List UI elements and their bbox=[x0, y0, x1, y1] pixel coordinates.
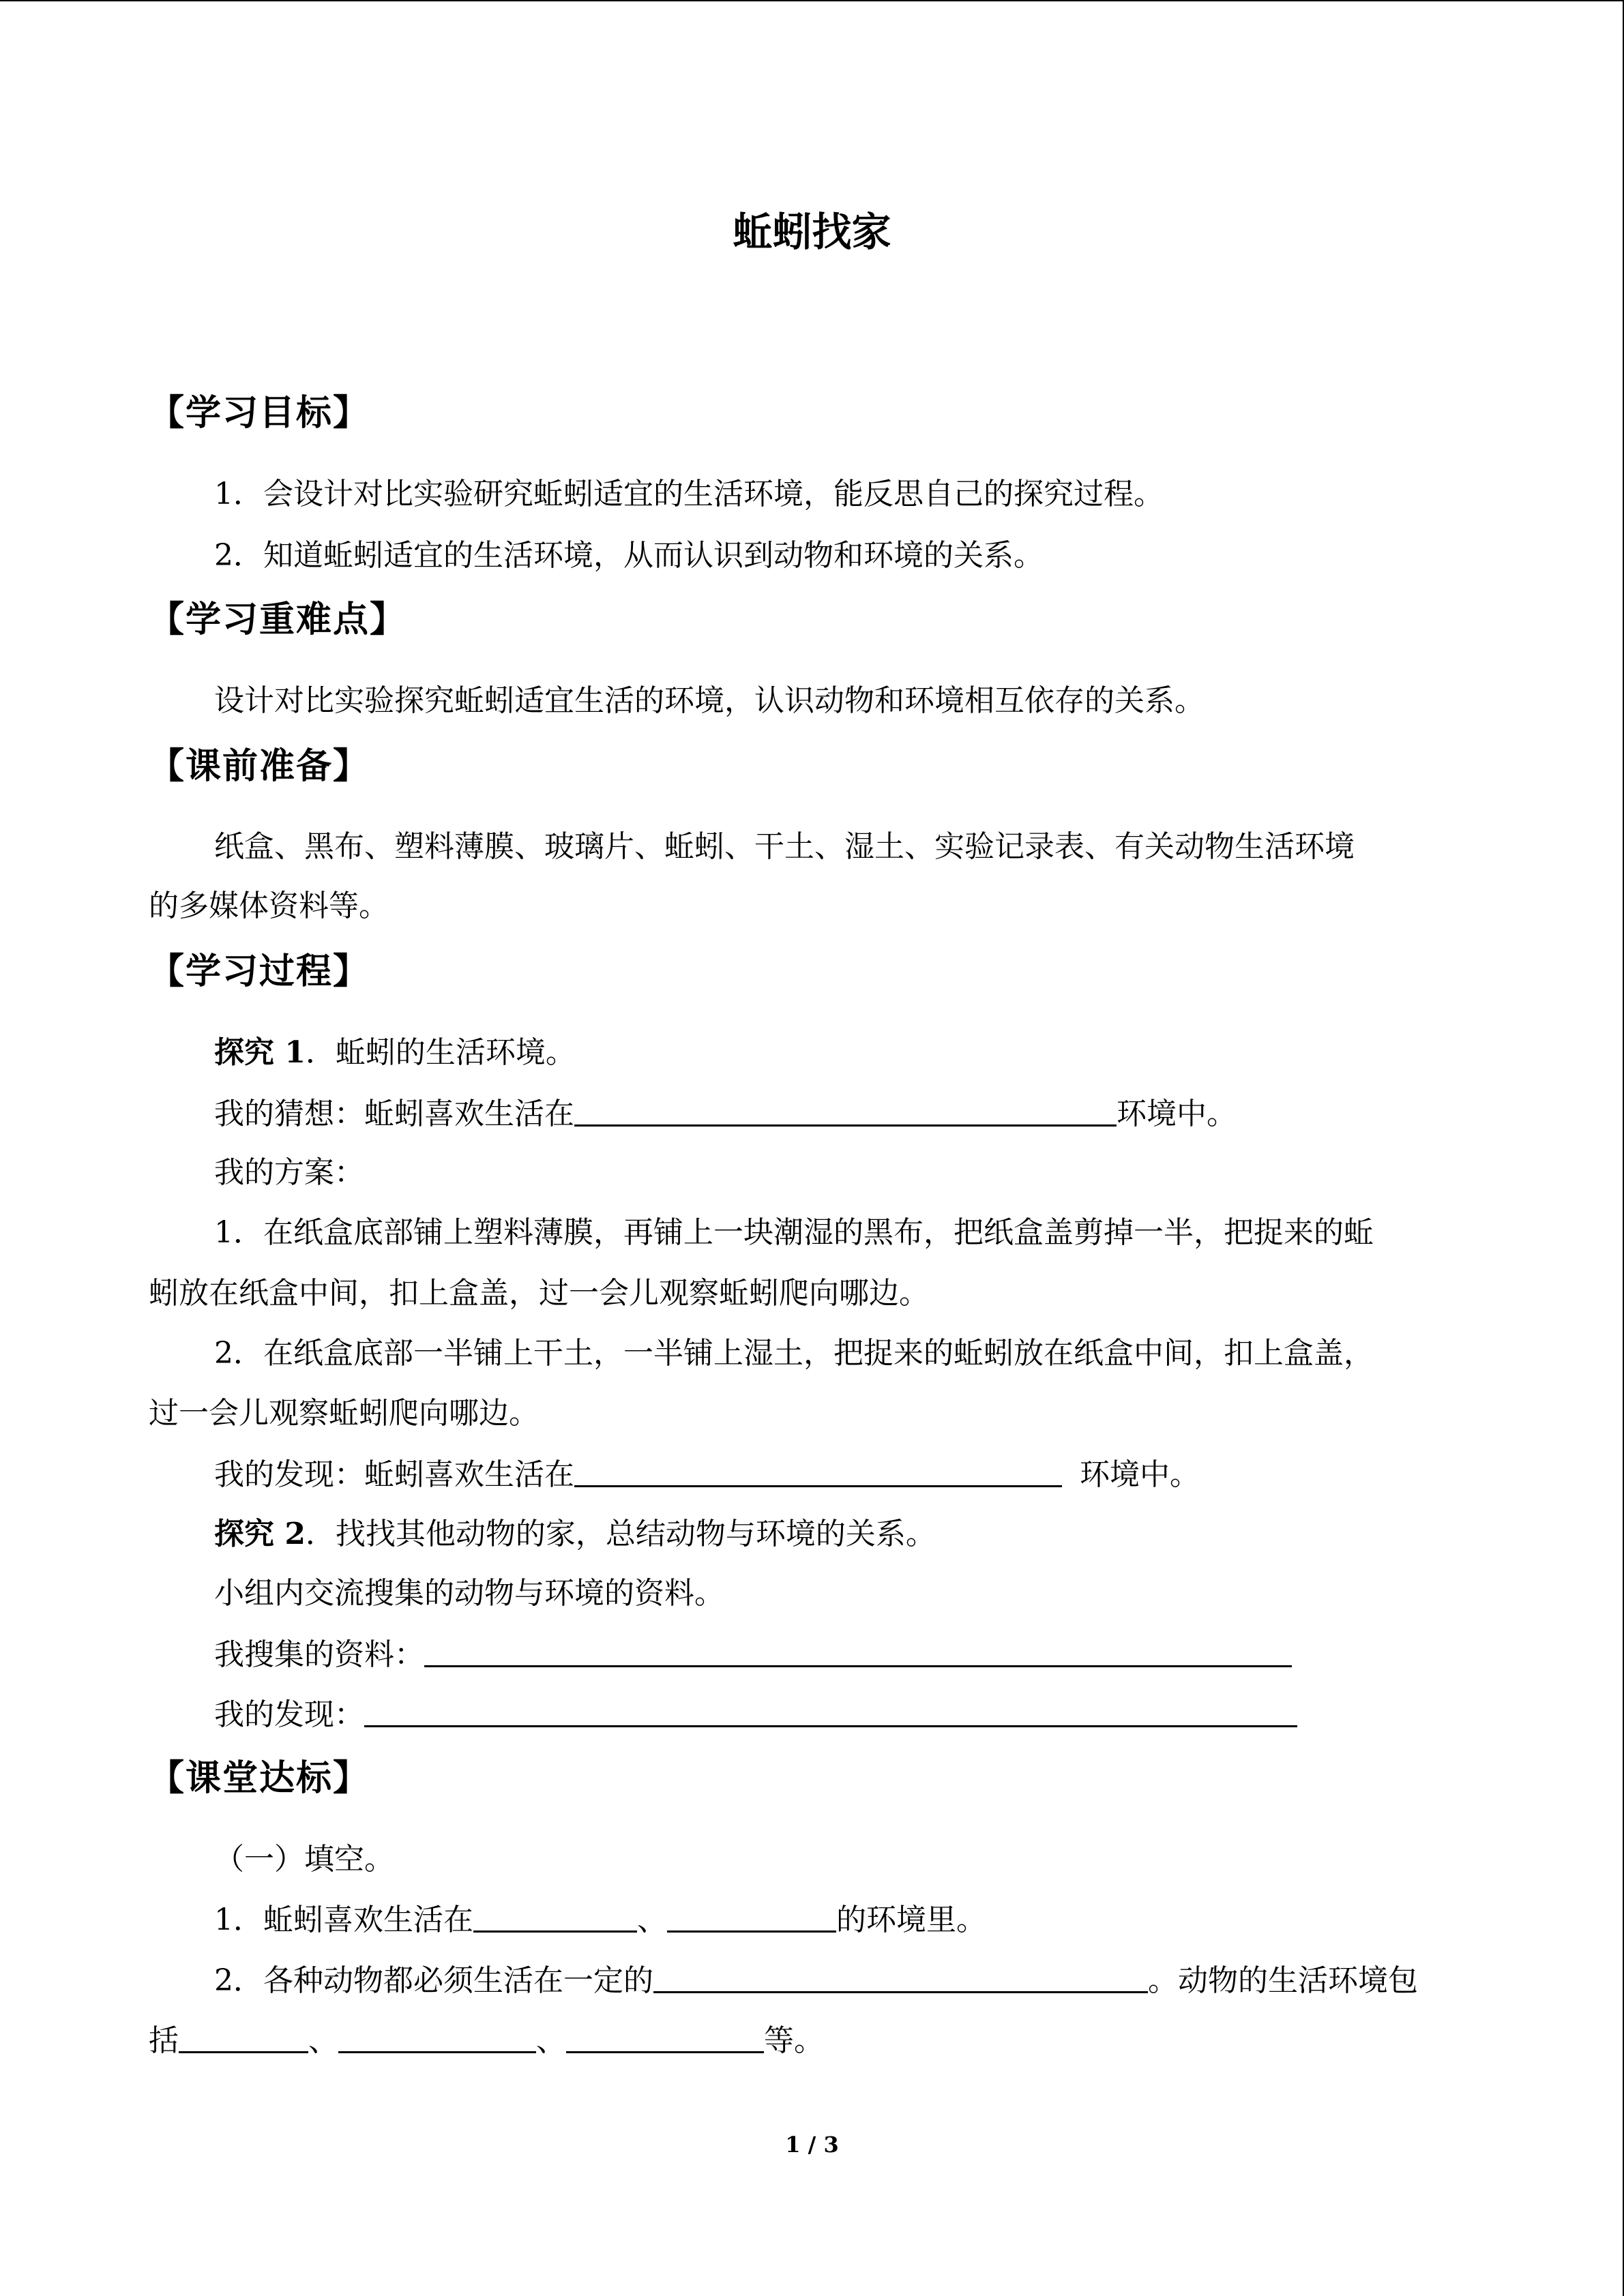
practice-part-1: （一）填空。 bbox=[214, 1842, 394, 1877]
objective-2: 2．知道蚯蚓适宜的生活环境，从而认识到动物和环境的关系。 bbox=[214, 538, 1044, 573]
key-points-text: 设计对比实验探究蚯蚓适宜生活的环境，认识动物和环境相互依存的关系。 bbox=[214, 683, 1205, 718]
finding-line bbox=[149, 1454, 1475, 1495]
heading-process: 【学习过程】 bbox=[149, 951, 370, 992]
q1-separator: 、 bbox=[637, 1903, 667, 1937]
question-2-line-1 bbox=[149, 1960, 1475, 2001]
q2-end: 等。 bbox=[764, 2023, 824, 2058]
q2-line2-prefix: 括 bbox=[149, 2023, 179, 2058]
q1-blank-1[interactable] bbox=[473, 1899, 637, 1933]
explore-2-label: 探究 2 bbox=[214, 1517, 306, 1551]
explore-1 bbox=[149, 1032, 1475, 1073]
plan-label: 我的方案： bbox=[214, 1155, 364, 1190]
finding-2-blank[interactable] bbox=[364, 1694, 1297, 1727]
finding-suffix: 环境中。 bbox=[1080, 1457, 1200, 1492]
heading-preparation: 【课前准备】 bbox=[149, 746, 370, 787]
q2-separator-2: 、 bbox=[536, 2023, 566, 2058]
q2-separator-1: 、 bbox=[308, 2023, 338, 2058]
q1-prefix: 1．蚯蚓喜欢生活在 bbox=[214, 1903, 473, 1937]
finding-2-prefix: 我的发现： bbox=[214, 1697, 364, 1732]
page-title: 蚯蚓找家 bbox=[733, 209, 891, 255]
collected-prefix: 我搜集的资料： bbox=[214, 1637, 424, 1672]
plan-1-line-2: 蚓放在纸盒中间，扣上盒盖，过一会儿观察蚯蚓爬向哪边。 bbox=[149, 1276, 929, 1311]
explore-1-text: ．蚯蚓的生活环境。 bbox=[305, 1035, 576, 1070]
collected-blank[interactable] bbox=[424, 1634, 1292, 1667]
plan-1-line-1: 1．在纸盒底部铺上塑料薄膜，再铺上一块潮湿的黑布，把纸盒盖剪掉一半，把捉来的蚯 bbox=[214, 1215, 1374, 1250]
heading-practice: 【课堂达标】 bbox=[149, 1758, 370, 1799]
page-number: 1 / 3 bbox=[785, 2132, 839, 2158]
heading-objectives: 【学习目标】 bbox=[149, 393, 370, 434]
collected-line bbox=[149, 1634, 1475, 1675]
explore-2-text: ．找找其他动物的家，总结动物与环境的关系。 bbox=[305, 1517, 936, 1551]
plan-2-line-2: 过一会儿观察蚯蚓爬向哪边。 bbox=[149, 1396, 539, 1431]
explore-2 bbox=[149, 1514, 1475, 1555]
preparation-line-1: 纸盒、黑布、塑料薄膜、玻璃片、蚯蚓、干土、湿土、实验记录表、有关动物生活环境 bbox=[214, 829, 1355, 864]
q2-blank-1[interactable] bbox=[179, 2020, 308, 2053]
guess-prefix: 我的猜想：蚯蚓喜欢生活在 bbox=[214, 1097, 574, 1131]
guess-line bbox=[149, 1093, 1475, 1135]
q1-suffix: 的环境里。 bbox=[836, 1903, 986, 1937]
guess-blank[interactable] bbox=[574, 1093, 1117, 1127]
finding-prefix: 我的发现：蚯蚓喜欢生活在 bbox=[214, 1457, 574, 1492]
q1-blank-2[interactable] bbox=[667, 1899, 836, 1933]
finding-2-line bbox=[149, 1694, 1475, 1735]
guess-suffix: 环境中。 bbox=[1117, 1097, 1237, 1131]
objective-1: 1．会设计对比实验研究蚯蚓适宜的生活环境，能反思自己的探究过程。 bbox=[214, 477, 1164, 511]
question-2-line-2 bbox=[149, 2020, 1475, 2061]
q2-blank-3[interactable] bbox=[566, 2020, 764, 2053]
heading-key-points: 【学习重难点】 bbox=[149, 599, 407, 640]
plan-2-line-1: 2．在纸盒底部一半铺上干土，一半铺上湿土，把捉来的蚯蚓放在纸盒中间，扣上盒盖， bbox=[214, 1336, 1374, 1371]
preparation-line-2: 的多媒体资料等。 bbox=[149, 889, 389, 923]
q2-suffix: 。动物的生活环境包 bbox=[1148, 1963, 1418, 1998]
explore-1-label: 探究 1 bbox=[214, 1035, 306, 1070]
q2-blank-2[interactable] bbox=[338, 2020, 536, 2053]
q2-blank-environment[interactable] bbox=[653, 1960, 1148, 1993]
group-exchange: 小组内交流搜集的动物与环境的资料。 bbox=[214, 1576, 724, 1611]
question-1 bbox=[149, 1899, 1475, 1941]
q2-prefix: 2．各种动物都必须生活在一定的 bbox=[214, 1963, 653, 1998]
finding-blank[interactable] bbox=[574, 1454, 1062, 1487]
